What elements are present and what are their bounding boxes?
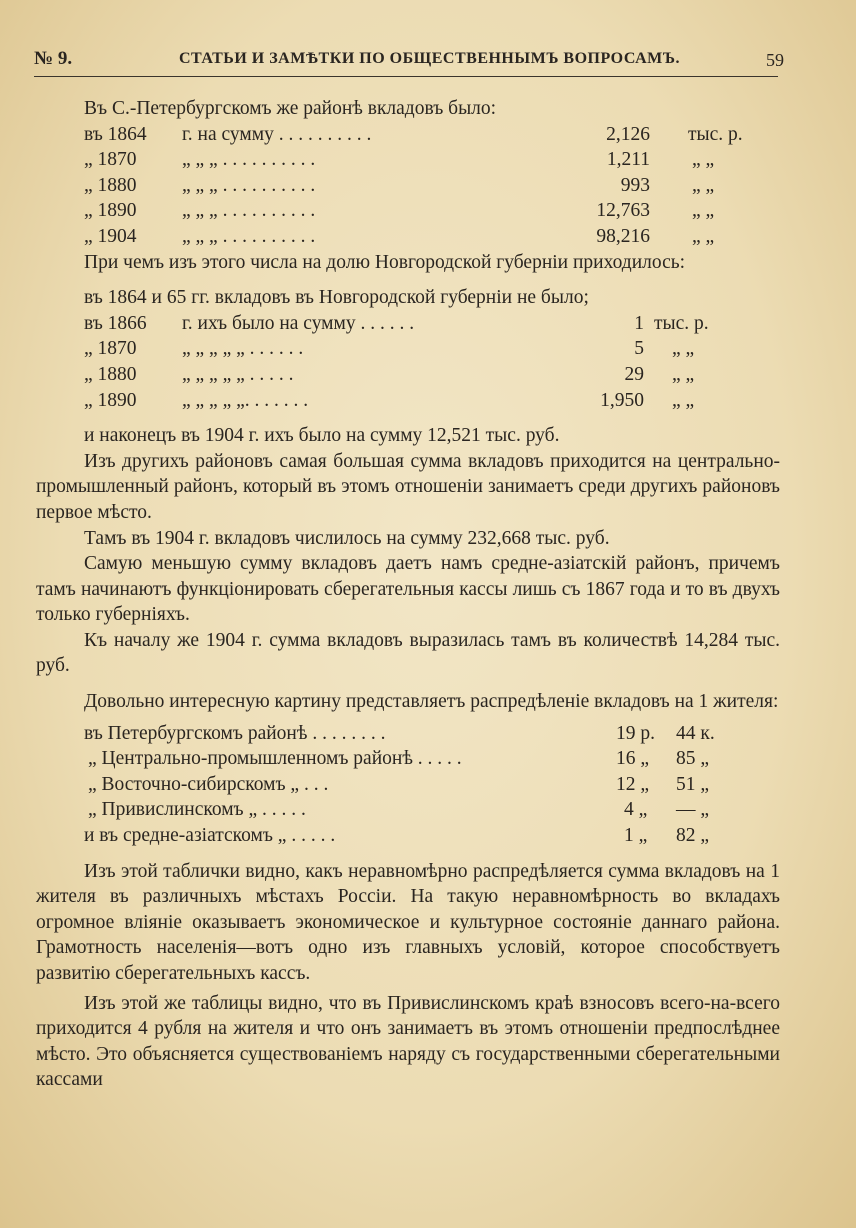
- row-unit: „ „: [692, 174, 715, 196]
- paragraph-1904: Тамъ въ 1904 г. вкладовъ числилось на сумму 232,668 тыс. руб.: [84, 527, 610, 549]
- row-amount: 12,763: [596, 200, 650, 222]
- row-rub: 1 „: [624, 825, 648, 847]
- row-kop: 44 к.: [676, 722, 715, 744]
- paragraph-asia-1904: Къ началу же 1904 г. сумма вкладовъ выразилась тамъ въ количествѣ 14,284 тыс. руб.: [36, 629, 780, 677]
- row-year: въ 1866: [84, 312, 147, 334]
- per-capita-table: [36, 721, 780, 849]
- row-year: „ 1890: [84, 200, 137, 222]
- row-region: „ Восточно-сибирскомъ „ . . .: [88, 773, 329, 795]
- row-label: „ „ „ „ „. . . . . . .: [182, 389, 309, 411]
- table-row: [36, 362, 780, 388]
- row-rub: 16 „: [616, 748, 650, 770]
- table-row: [36, 823, 780, 849]
- row-region: „ Центрально-промышленномъ районѣ . . . . .: [88, 748, 462, 770]
- table-row: [36, 721, 780, 747]
- row-label: г. ихъ было на сумму . . . . . .: [182, 312, 415, 334]
- row-kop: 51 „: [676, 773, 710, 795]
- table-row: [36, 198, 780, 224]
- row-year: „ 1904: [84, 225, 137, 247]
- table-row: [36, 122, 780, 148]
- row-unit: „ „: [692, 225, 715, 247]
- row-amount: 993: [620, 174, 650, 196]
- row-region: „ Привислинскомъ „ . . . . .: [88, 799, 306, 821]
- novgorod-deposits-table: [36, 311, 780, 413]
- row-year: въ 1864: [84, 123, 147, 145]
- row-rub: 4 „: [624, 799, 648, 821]
- row-amount: 1,211: [606, 149, 650, 171]
- paragraph-central: Изъ другихъ районовъ самая большая сумма вкладовъ приходится на центрально-промышленный районъ, который въ этомъ отношеніи занимаетъ среди другихъ районовъ первое мѣсто.: [36, 450, 780, 523]
- row-amount: 29: [624, 363, 644, 385]
- row-amount: 1,950: [600, 389, 644, 411]
- novgorod-first-line: въ 1864 и 65 гг. вкладовъ въ Новгородской губерніи не было;: [84, 287, 589, 309]
- section-title: СТАТЬИ И ЗАМѢТКИ ПО ОБЩЕСТВЕННЫМЪ ВОПРОСАМЪ.: [179, 50, 680, 67]
- row-label: „ „ „ . . . . . . . . . .: [182, 174, 316, 196]
- row-unit: „ „: [692, 149, 715, 171]
- table-row: [36, 746, 780, 772]
- row-year: „ 1880: [84, 174, 137, 196]
- row-amount: 5: [634, 338, 644, 360]
- row-label: г. на сумму . . . . . . . . . .: [182, 123, 372, 145]
- row-unit: тыс. р.: [688, 123, 743, 145]
- table-row: [36, 311, 780, 337]
- row-label: „ „ „ . . . . . . . . . .: [182, 225, 316, 247]
- page-number: 59: [766, 50, 784, 70]
- row-region: въ Петербургскомъ районѣ . . . . . . . .: [84, 722, 386, 744]
- row-year: „ 1870: [84, 338, 137, 360]
- row-kop: 85 „: [676, 748, 710, 770]
- paragraph-privislinsky: Изъ этой же таблицы видно, что въ Привислинскомъ краѣ взносовъ всего-на-всего приходится 4 рубля на жителя и что онъ занимаетъ въ этомъ отношеніи предпослѣднее мѣсто. Это объясняется существованіемъ наряду съ государственными сберегательными кассами: [36, 992, 780, 1091]
- spb-deposits-table: [36, 122, 780, 250]
- page-body: [36, 96, 780, 1093]
- row-rub: 19 р.: [616, 722, 655, 744]
- row-unit: „ „: [672, 363, 695, 385]
- row-unit: „ „: [672, 389, 695, 411]
- row-kop: — „: [676, 799, 710, 821]
- row-amount: 2,126: [606, 123, 650, 145]
- table-row: [36, 388, 780, 414]
- paragraph-table-conclusion: Изъ этой таблички видно, какъ неравномѣрно распредѣляется сумма вкладовъ на 1 жителя въ различныхъ мѣстахъ Россіи. На такую неравномѣрность во вкладахъ огромное вліяніе оказываетъ экономическое и культурное состояніе даннаго района. Грамотность населенія—вотъ одно изъ главныхъ условій, которое способствуетъ развитію сберегательныхъ кассъ.: [36, 860, 780, 984]
- row-unit: „ „: [672, 338, 695, 360]
- row-label: „ „ „ „ „ . . . . .: [182, 363, 294, 385]
- row-year: „ 1890: [84, 389, 137, 411]
- row-unit: „ „: [692, 200, 715, 222]
- intro-line: Въ С.-Петербургскомъ же районѣ вкладовъ было:: [84, 98, 497, 119]
- paragraph-asia: Самую меньшую сумму вкладовъ даетъ намъ средне-азіатскій районъ, причемъ тамъ начинаютъ функціонировать сберегательныя кассы лишь съ 1867 года и то въ двухъ только губерніяхъ.: [36, 553, 780, 626]
- row-kop: 82 „: [676, 825, 710, 847]
- row-unit: тыс. р.: [654, 312, 709, 334]
- table-row: [36, 336, 780, 362]
- issue-number: № 9.: [34, 48, 73, 69]
- row-region: и въ средне-азіатскомъ „ . . . . .: [84, 825, 336, 847]
- paragraph-novgorod: При чемъ изъ этого числа на долю Новгородской губерніи приходилось:: [84, 251, 686, 273]
- novgorod-last-line: и наконецъ въ 1904 г. ихъ было на сумму 12,521 тыс. руб.: [84, 425, 560, 447]
- table-row: [36, 147, 780, 173]
- row-year: „ 1870: [84, 149, 137, 171]
- row-label: „ „ „ „ „ . . . . . .: [182, 338, 304, 360]
- table-row: [36, 772, 780, 798]
- running-header: [34, 44, 784, 77]
- table-row: [36, 797, 780, 823]
- table-row: [36, 173, 780, 199]
- row-amount: 1: [634, 312, 644, 334]
- row-label: „ „ „ . . . . . . . . . .: [182, 149, 316, 171]
- paragraph-per-capita: Довольно интересную картину представляетъ распредѣленіе вкладовъ на 1 жителя:: [84, 691, 779, 713]
- row-amount: 98,216: [596, 225, 650, 247]
- row-year: „ 1880: [84, 363, 137, 385]
- row-label: „ „ „ . . . . . . . . . .: [182, 200, 316, 222]
- table-row: [36, 224, 780, 250]
- row-rub: 12 „: [616, 773, 650, 795]
